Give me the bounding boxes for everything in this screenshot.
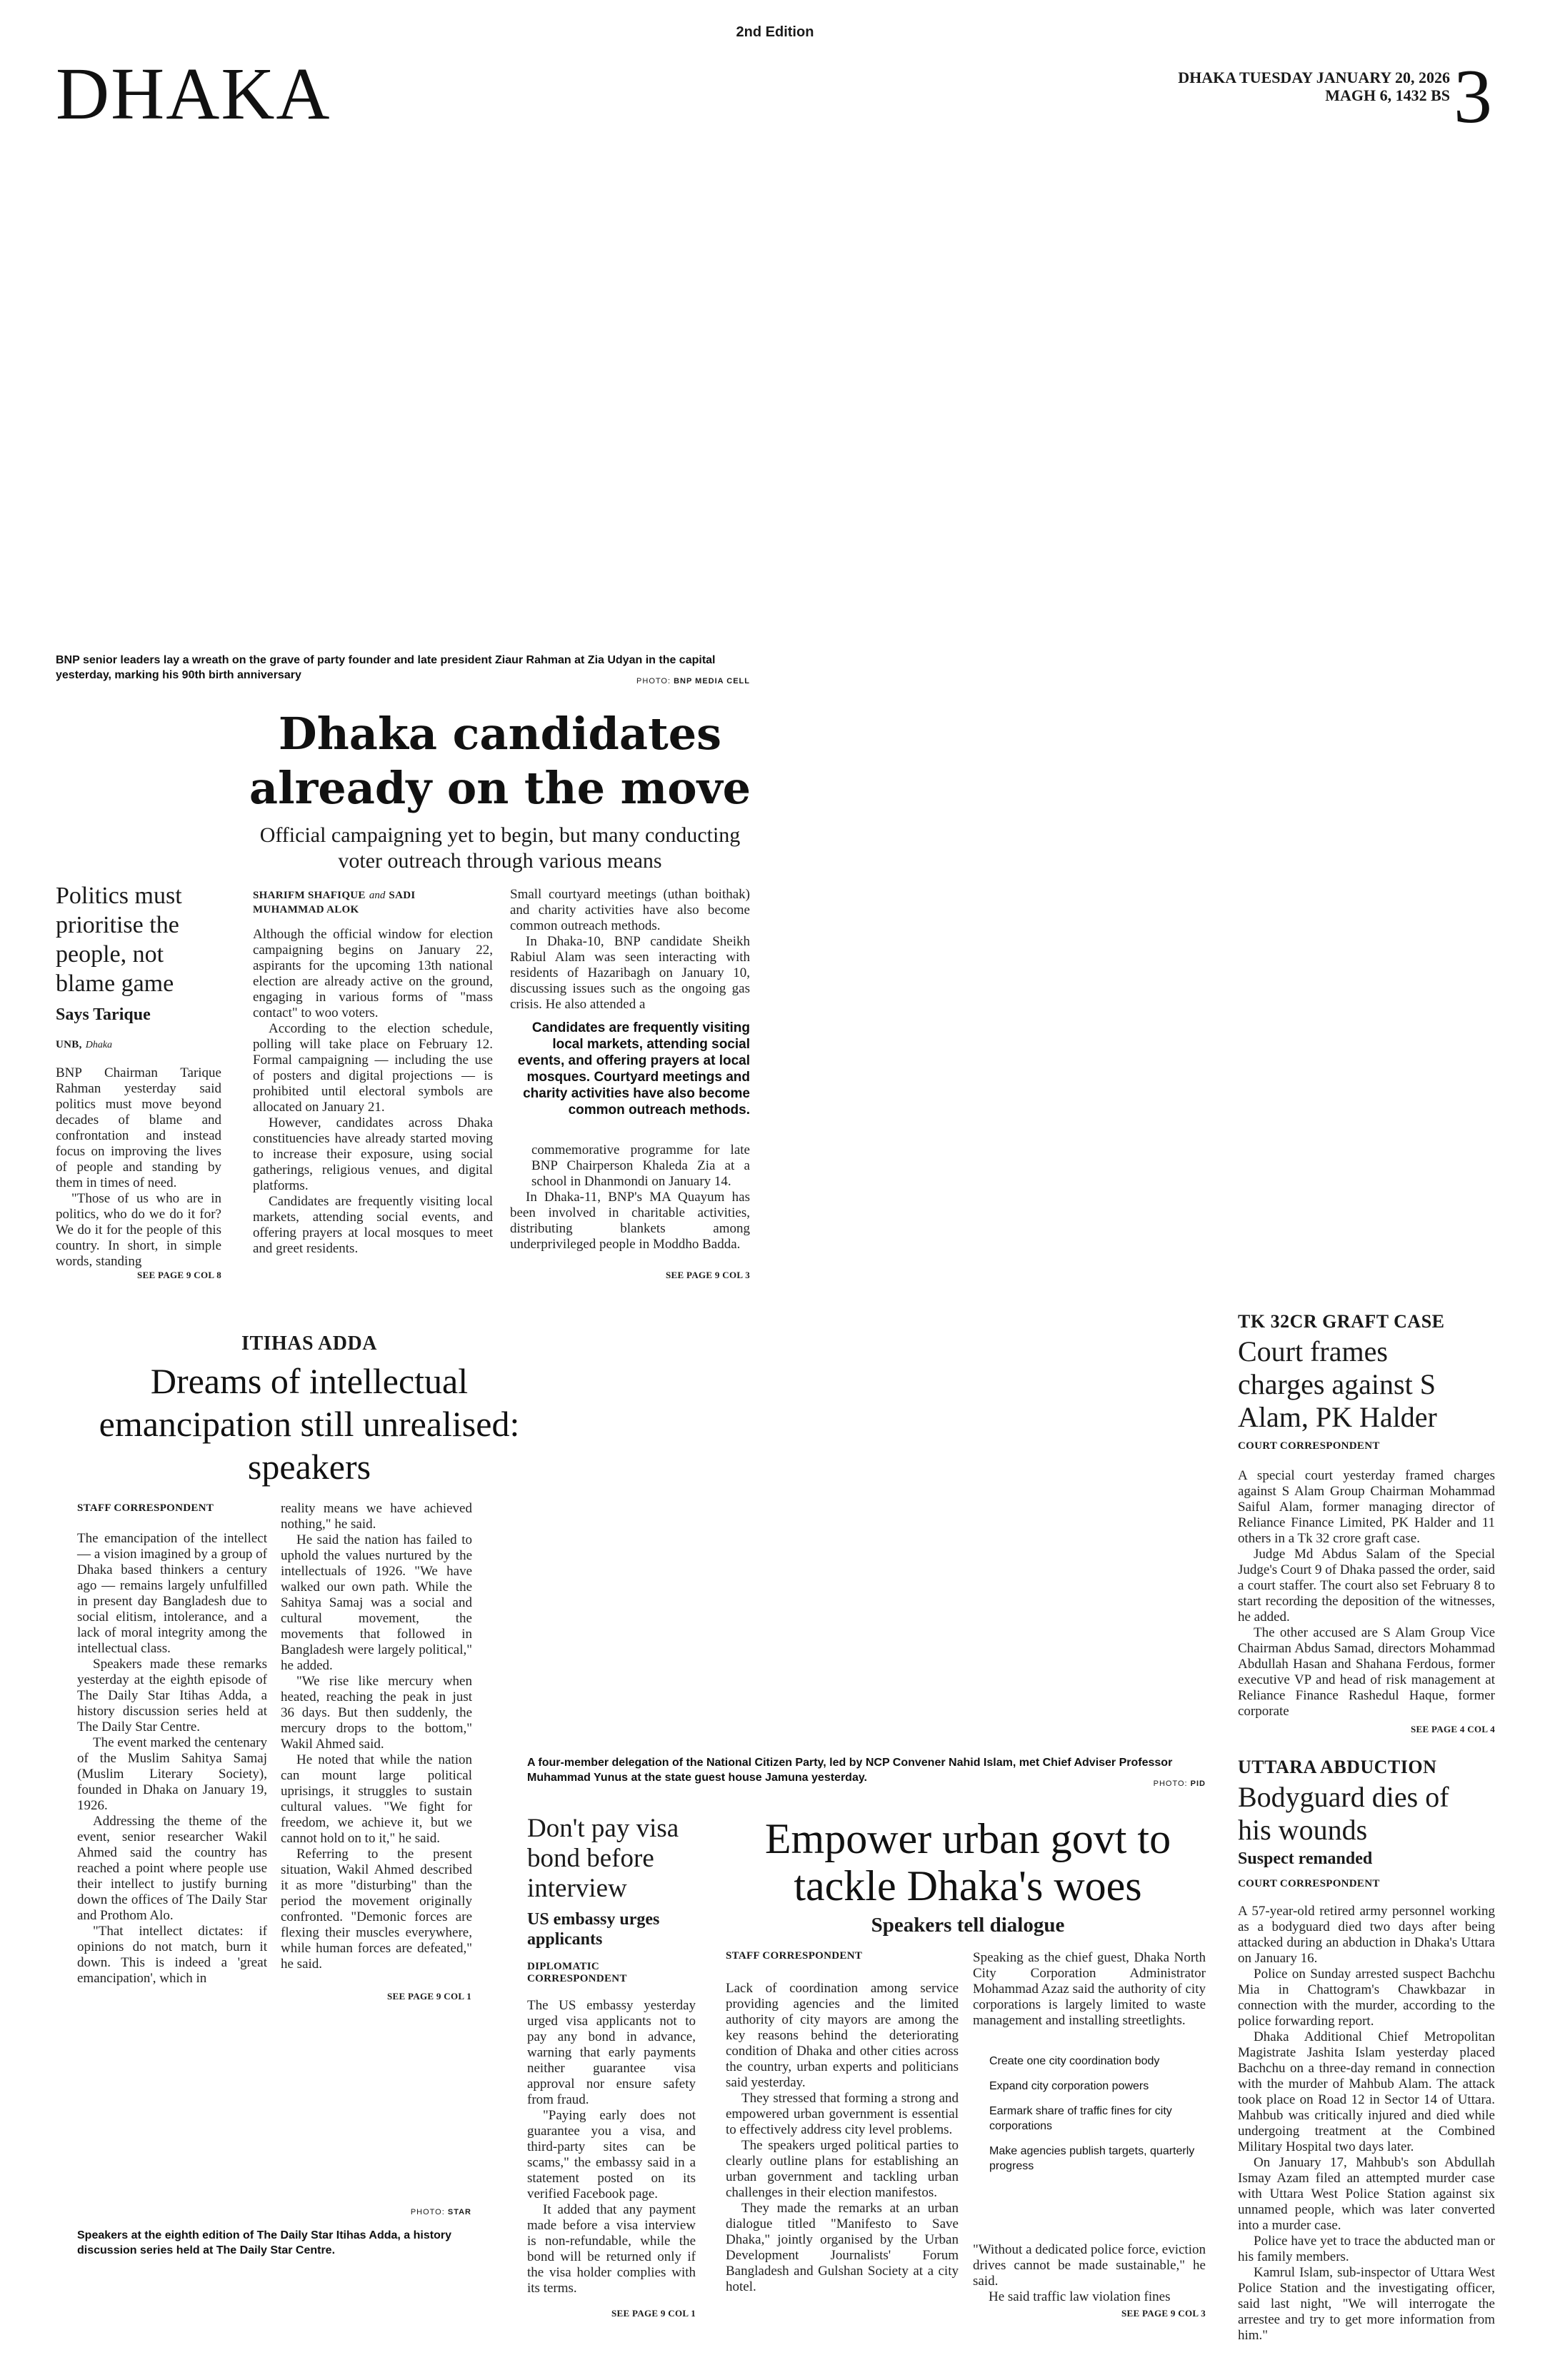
- ncp-photo-credit: [1071, 1779, 1206, 1788]
- urban-col2-bottom: [973, 2242, 1206, 2305]
- paragraph: In Dhaka-10, BNP candidate Sheikh Rabiul Alam was seen interacting with residents of Hazaribagh on January 10, discussing issues such as the ongoing gas crisis. He also attended a: [510, 934, 750, 1012]
- itihas-kicker: ITIHAS ADDA: [241, 1332, 377, 1355]
- lead-byline: [253, 888, 489, 916]
- paragraph: BNP Chairman Tarique Rahman yesterday said politics must move beyond decades of blame and confrontation and instead focus on improving the lives of people and standing by them in times of need.: [56, 1065, 221, 1190]
- paragraph: "That intellect dictates: if opinions do not match, burn it down. This is indeed a 'great emancipation', which in: [77, 1924, 267, 1986]
- itihas-continued: SEE PAGE 9 COL 1: [387, 1991, 471, 2002]
- lead-continued: SEE PAGE 9 COL 3: [666, 1270, 750, 1280]
- paragraph: It added that any payment made before a visa interview is non-refundable, while the bond will be returned only if the visa holder complies with its terms.: [527, 2202, 696, 2296]
- urban-col1: [726, 1981, 959, 2295]
- lead-col1: [253, 927, 493, 1257]
- uttara-byline: COURT CORRESPONDENT: [1238, 1878, 1380, 1889]
- factbox-item: Expand city corporation powers: [989, 2080, 1149, 2092]
- paragraph: Lack of coordination among service providing agencies and the limited authority of city mayors are among the key reasons behind the deteriorating condition of Dhaka and other cities across the country, urban experts and politicians said yesterday.: [726, 1981, 959, 2090]
- credit-source: STAR: [447, 2208, 471, 2216]
- dateline-date: DHAKA TUESDAY JANUARY 20, 2026: [1178, 69, 1450, 86]
- paragraph: In Dhaka-11, BNP's MA Quayum has been involved in charitable activities, distributing blankets among underprivileged people in Moddho Badda.: [510, 1190, 750, 1252]
- visa-continued: SEE PAGE 9 COL 1: [611, 2308, 696, 2319]
- paragraph: Dhaka Additional Chief Metropolitan Magistrate Jashita Islam yesterday placed Bachchu on a three-day remand in connection with the murder of Mahbub Alam. The attack took place on Road 12 in Sector 14 of Uttara. Mahbub was critically injured and died while undergoing treatment at the Combined Military Hospital two days later.: [1238, 2029, 1495, 2154]
- edition-label: 2nd Edition: [736, 24, 814, 40]
- paragraph: Speakers made these remarks yesterday at the eighth episode of The Daily Star Itihas Adda, a history discussion series held at The Daily Star Centre.: [77, 1657, 267, 1734]
- lead-subhead: Official campaigning yet to begin, but many conducting voter outreach through various means: [259, 823, 741, 873]
- paragraph: He said the nation has failed to uphold the values nurtured by the intellectuals of 1926. "We have walked our own path. While the Sahitya Samaj was a social and cultural movement, the movements that followed in Bangladesh were largely political," he added.: [281, 1532, 472, 1673]
- visa-byline: DIPLOMATIC CORRESPONDENT: [527, 1961, 627, 1984]
- paragraph: He noted that while the nation can mount large political uprisings, it struggles to sustain cultural values. "We fight for freedom, we achieve it, but we cannot hold on to it," he said.: [281, 1752, 472, 1846]
- byline-and: and: [369, 890, 386, 901]
- uttara-subkicker: Suspect remanded: [1238, 1849, 1373, 1868]
- factbox-item: Create one city coordination body: [989, 2055, 1160, 2067]
- urban-kicker: Speakers tell dialogue: [871, 1914, 1065, 1937]
- tarique-byline: [56, 1037, 112, 1051]
- paragraph: The speakers urged political parties to clearly outline plans for establishing an urban government and tackling urban challenges in their election manifestos.: [726, 2138, 959, 2200]
- paragraph: Candidates are frequently visiting local markets, attending social events, and offering prayers at local mosques to meet and greet residents.: [253, 1194, 493, 1256]
- byline-agency: UNB,: [56, 1039, 82, 1050]
- top-photo: [56, 136, 750, 644]
- graft-kicker: TK 32CR GRAFT CASE: [1238, 1311, 1445, 1332]
- paragraph: The event marked the centenary of the Muslim Sahitya Samaj (Muslim Literary Society), founded in Dhaka on January 19, 1926.: [77, 1735, 267, 1813]
- byline-dateline: Dhaka: [85, 1040, 113, 1050]
- itihas-byline: STAFF CORRESPONDENT: [77, 1502, 214, 1514]
- uttara-kicker: UTTARA ABDUCTION: [1238, 1757, 1437, 1777]
- paragraph: Kamrul Islam, sub-inspector of Uttara West Police Station and the investigating officer, said last night, "We will interrogate the arrestee and try to get more information from him.": [1238, 2265, 1495, 2343]
- paragraph: He said traffic law violation fines: [989, 2289, 1171, 2304]
- paragraph: The emancipation of the intellect — a vision imagined by a group of Dhaka based thinkers a century ago — remains largely unfulfilled in present day Bangladesh due to social elitism, intolerance, and a lack of moral integrity among the intellectual class.: [77, 1531, 267, 1656]
- tarique-continued: SEE PAGE 9 COL 8: [137, 1270, 221, 1280]
- paragraph: commemorative programme for late BNP Chairperson Khaleda Zia at a school in Dhanmondi on January 14.: [531, 1143, 750, 1189]
- urban-byline: STAFF CORRESPONDENT: [726, 1950, 863, 1962]
- paragraph: They stressed that forming a strong and empowered urban government is essential to effectively address city level problems.: [726, 2091, 959, 2137]
- graft-continued: SEE PAGE 4 COL 4: [1411, 1724, 1495, 1734]
- urban-col2-top: [973, 1950, 1206, 2029]
- tarique-kicker: Says Tarique: [56, 1005, 151, 1024]
- paragraph: Judge Md Abdus Salam of the Special Judge's Court 9 of Dhaka passed the order, said a court staffer. The court also set February 8 to start recording the deposition of the witnesses, he added.: [1238, 1547, 1495, 1625]
- dateline-bangla: MAGH 6, 1432 BS: [1325, 86, 1450, 104]
- paragraph: The US embassy yesterday urged visa applicants not to pay any bond in advance, warning that early payments neither guarantee visa approval nor ensure safety from fraud.: [527, 1998, 696, 2107]
- lead-pullquote: Candidates are frequently visiting local markets, attending social events, and offering prayers at local mosques. Courtyard meetings and charity activities have also become common outreach methods.: [517, 1020, 750, 1118]
- paragraph: Police on Sunday arrested suspect Bachchu Mia in Chattogram's Chawkbazar in connection with the murder, according to the police forwarding report.: [1238, 1967, 1495, 2029]
- urban-factbox: [989, 2054, 1204, 2174]
- paragraph: A 57-year-old retired army personnel working as a bodyguard died two days after being attacked during an abduction in Dhaka's Uttara on January 16.: [1238, 1904, 1495, 1966]
- credit-source: PID: [1190, 1779, 1206, 1788]
- factbox-item: Earmark share of traffic fines for city corporations: [989, 2105, 1172, 2132]
- paragraph: Police have yet to trace the abducted man or his family members.: [1238, 2234, 1495, 2264]
- dateline: [1071, 69, 1450, 104]
- paragraph: However, candidates across Dhaka constituencies have already started moving to increase their exposure, using social gatherings, religious venues, and digital platforms.: [253, 1115, 493, 1193]
- paragraph: A special court yesterday framed charges against S Alam Group Chairman Mohammad Saiful Alam, former managing director of Reliance Finance Limited, PK Halder and 11 others in a Tk 32 crore graft case.: [1238, 1468, 1495, 1546]
- paragraph: Although the official window for election campaigning begins on January 22, aspirants for the upcoming 13th national election are already active on the ground, engaging in various forms of "mass contact" to woo voters.: [253, 927, 493, 1020]
- visa-body: [527, 1998, 696, 2296]
- top-photo-credit: [543, 677, 750, 686]
- paragraph: reality means we have achieved nothing," he said.: [281, 1501, 472, 1532]
- tarique-headline: Politics must prioritise the people, not blame game: [56, 883, 182, 997]
- ncp-photo: [527, 1307, 1206, 1747]
- section-title: DHAKA: [56, 53, 331, 135]
- paragraph: "Those of us who are in politics, who do we do it for? We do it for the people of this country. In short, in simple words, standing: [56, 1191, 221, 1269]
- credit-label: PHOTO:: [636, 677, 671, 686]
- visa-kicker: US embassy urges applicants: [527, 1910, 660, 1949]
- urban-continued: SEE PAGE 9 COL 3: [1121, 2308, 1206, 2319]
- itihas-headline: Dreams of intellectual emancipation still unrealised: speakers: [99, 1361, 520, 1487]
- paragraph: According to the election schedule, polling will take place on February 12. Formal campaigning — including the use of posters and digital projections — is prohibited until electoral symbols are allocated on January 21.: [253, 1021, 493, 1115]
- lead-col2-bottom: [510, 1143, 750, 1252]
- itihas-photo: [77, 2011, 474, 2204]
- credit-source: BNP MEDIA CELL: [674, 677, 750, 686]
- paragraph: "Without a dedicated police force, eviction drives cannot be made sustainable," he said.: [973, 2242, 1206, 2289]
- top-photo-caption: BNP senior leaders lay a wreath on the grave of party founder and late president Ziaur Rahman at Zia Udyan in the capital yesterday, marking his 90th birth anniversary: [56, 654, 716, 681]
- visa-headline: Don't pay visa bond before interview: [527, 1814, 679, 1903]
- itihas-col1: [77, 1531, 267, 1987]
- paragraph: They made the remarks at an urban dialogue titled "Manifesto to Save Dhaka," jointly organised by the Urban Development Journalists' Forum Bangladesh and Gulshan Society at a city hotel.: [726, 2201, 959, 2294]
- credit-label: PHOTO:: [1153, 1779, 1188, 1788]
- credit-label: PHOTO:: [410, 2208, 445, 2216]
- tarique-body: [56, 1065, 221, 1270]
- paragraph: Speaking as the chief guest, Dhaka North City Corporation Administrator Mohammad Azaz said the authority of city corporations is largely limited to waste management and installing streetlights.: [973, 1950, 1206, 2028]
- lead-col2-top: [510, 887, 750, 1013]
- paragraph: Small courtyard meetings (uthan boithak) and charity activities have also become common outreach methods.: [510, 887, 750, 933]
- graft-byline: COURT CORRESPONDENT: [1238, 1440, 1380, 1452]
- page-number: 3: [1454, 54, 1492, 139]
- paragraph: Referring to the present situation, Wakil Ahmed described it as more "disturbing" than the period the movement originally confronted. "Demonic forces are flexing their muscles everywhere, while human forces are defeated," he said.: [281, 1847, 472, 1972]
- graft-headline: Court frames charges against S Alam, PK Halder: [1238, 1335, 1437, 1433]
- itihas-photo-caption: Speakers at the eighth edition of The Daily Star Itihas Adda, a history discussion series held at The Daily Star Centre.: [77, 2229, 451, 2256]
- paragraph: "We rise like mercury when heated, reaching the peak in just 36 days. But then suddenly, the mercury drops to the bottom," Wakil Ahmed said.: [281, 1674, 472, 1752]
- uttara-headline: Bodyguard dies of his wounds: [1238, 1781, 1449, 1846]
- paragraph: The other accused are S Alam Group Vice Chairman Abdus Samad, directors Mohammad Abdullah Hasan and Shahana Ferdous, former executive VP and head of risk management at Reliance Finance Rashedul Haque, former corporate: [1238, 1625, 1495, 1719]
- byline-author-a: SHARIFM SHAFIQUE: [253, 890, 366, 901]
- graft-body: [1238, 1468, 1495, 1719]
- uttara-body: [1238, 1904, 1495, 2344]
- itihas-col2: [281, 1501, 472, 1972]
- paragraph: "Paying early does not guarantee you a visa, and third-party sites can be scams," the embassy said in a statement posted on its verified Facebook page.: [527, 2108, 696, 2201]
- factbox-item: Make agencies publish targets, quarterly progress: [989, 2145, 1195, 2172]
- lead-headline: Dhaka candidates already on the move: [249, 708, 751, 814]
- urban-headline: Empower urban govt to tackle Dhaka's woes: [764, 1815, 1171, 1909]
- paragraph: On January 17, Mahbub's son Abdullah Ismay Azam filed an attempted murder case with Uttara West Police Station against six unnamed people, which was later converted into a murder case.: [1238, 2155, 1495, 2233]
- byline-author-b: SADI MUHAMMAD ALOK: [253, 890, 416, 915]
- itihas-photo-credit: [371, 2208, 471, 2216]
- ncp-photo-caption: A four-member delegation of the National Citizen Party, led by NCP Convener Nahid Islam, met Chief Adviser Professor Muhammad Yunus at the state guest house Jamuna yesterday.: [527, 1757, 1173, 1784]
- paragraph: Addressing the theme of the event, senior researcher Wakil Ahmed said the country has reached a point where people use their intellect to justify burning down the offices of The Daily Star and Prothom Alo.: [77, 1814, 267, 1923]
